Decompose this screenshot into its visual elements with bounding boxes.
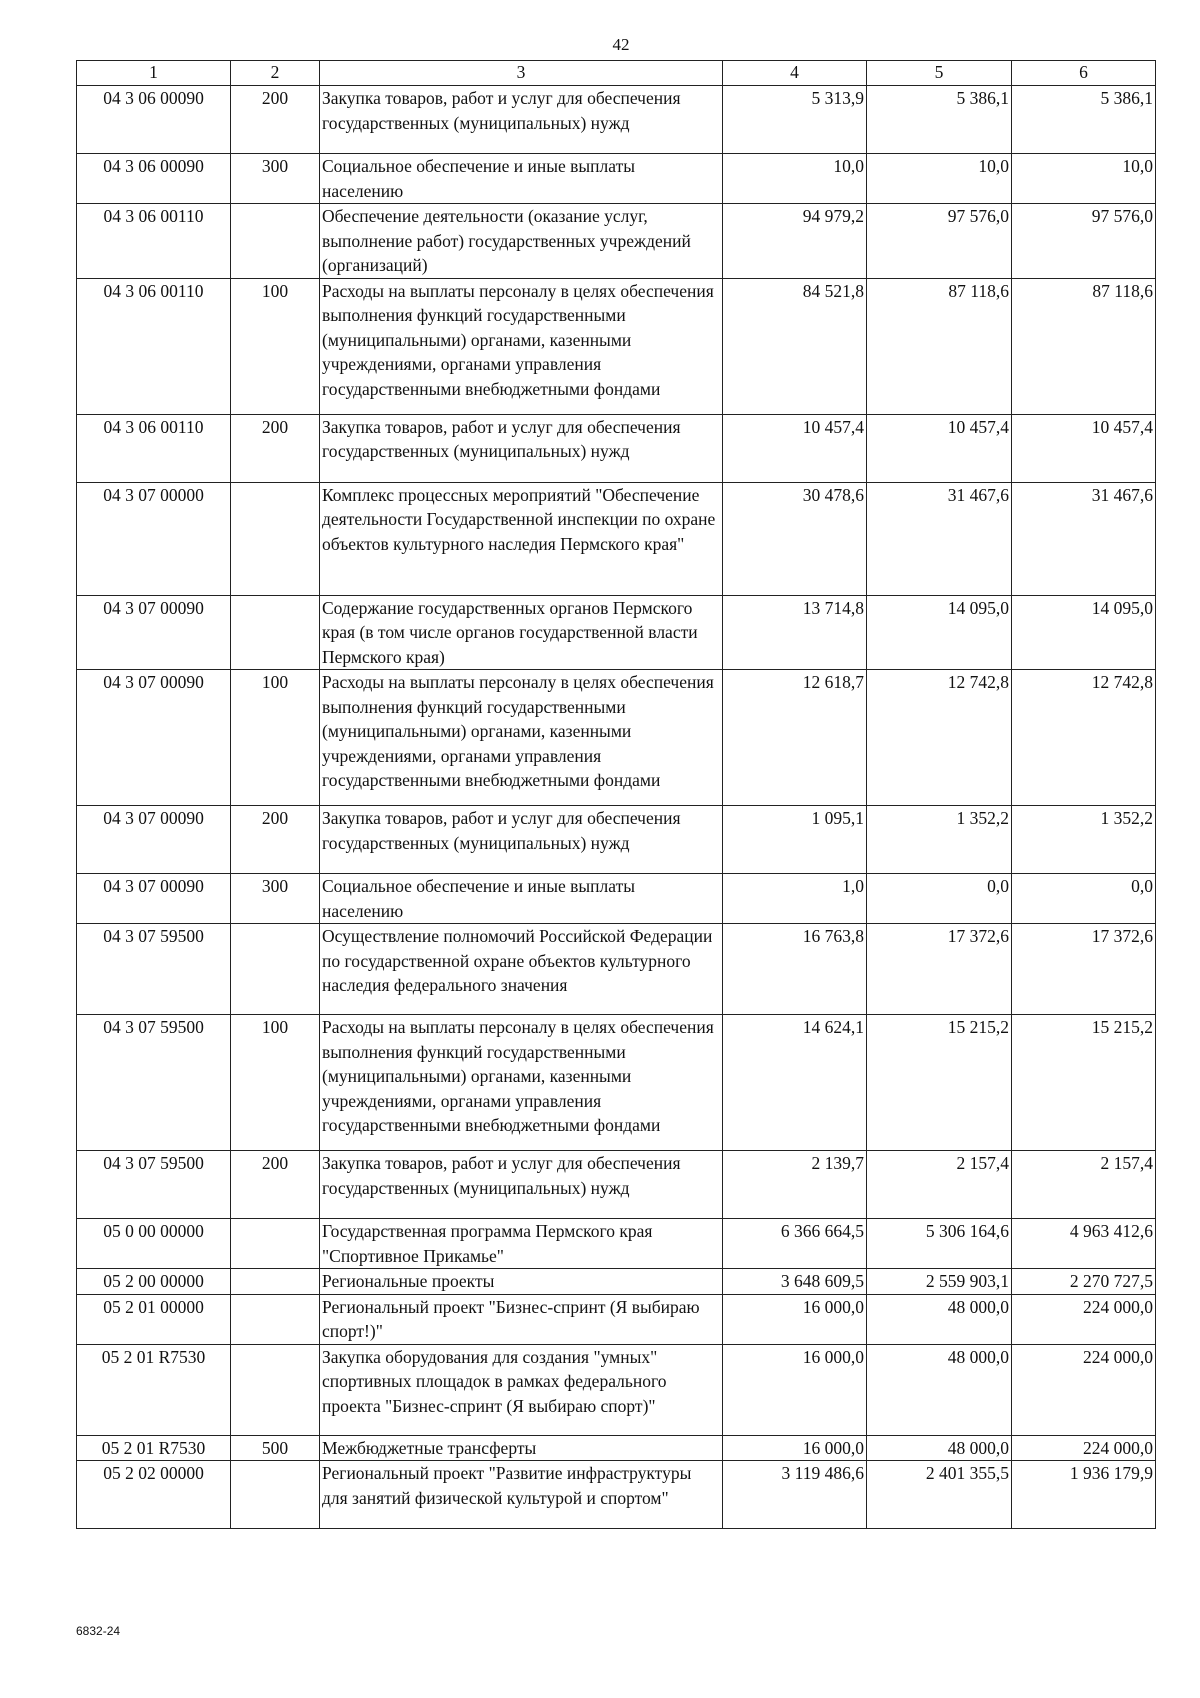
budget-code-cell: 05 0 00 00000 xyxy=(77,1219,231,1269)
amount-year2-cell: 48 000,0 xyxy=(867,1344,1012,1435)
table-row xyxy=(77,806,1156,874)
amount-year1-cell: 16 000,0 xyxy=(723,1294,867,1344)
amount-year3-cell: 224 000,0 xyxy=(1012,1294,1156,1344)
amount-year2-cell: 48 000,0 xyxy=(867,1294,1012,1344)
budget-code-cell: 04 3 07 59500 xyxy=(77,1151,231,1219)
amount-year1-cell: 13 714,8 xyxy=(723,595,867,670)
budget-code-cell: 04 3 07 00090 xyxy=(77,874,231,924)
item-name-cell: Закупка товаров, работ и услуг для обеспечения государственных (муниципальных) нужд xyxy=(320,414,723,482)
item-name-cell: Расходы на выплаты персоналу в целях обеспечения выполнения функций государственными (муниципальными) органами, казенными учреждениями, органами управления государственными внебюджетными фондами xyxy=(320,670,723,806)
expense-type-cell: 200 xyxy=(231,1151,320,1219)
budget-code-cell: 05 2 01 00000 xyxy=(77,1294,231,1344)
expense-type-cell xyxy=(231,482,320,595)
amount-year1-cell: 94 979,2 xyxy=(723,204,867,279)
column-header: 4 xyxy=(723,61,867,86)
budget-code-cell: 04 3 06 00090 xyxy=(77,86,231,154)
amount-year1-cell: 16 000,0 xyxy=(723,1344,867,1435)
expense-type-cell: 300 xyxy=(231,874,320,924)
item-name-cell: Расходы на выплаты персоналу в целях обеспечения выполнения функций государственными (муниципальными) органами, казенными учреждениями, органами управления государственными внебюджетными фондами xyxy=(320,1015,723,1151)
amount-year3-cell: 2 157,4 xyxy=(1012,1151,1156,1219)
amount-year1-cell: 16 763,8 xyxy=(723,924,867,1015)
column-header: 3 xyxy=(320,61,723,86)
amount-year3-cell: 10,0 xyxy=(1012,154,1156,204)
column-header: 6 xyxy=(1012,61,1156,86)
amount-year1-cell: 3 648 609,5 xyxy=(723,1269,867,1295)
amount-year3-cell: 224 000,0 xyxy=(1012,1435,1156,1461)
expense-type-cell: 200 xyxy=(231,806,320,874)
amount-year2-cell: 2 157,4 xyxy=(867,1151,1012,1219)
amount-year1-cell: 2 139,7 xyxy=(723,1151,867,1219)
budget-code-cell: 04 3 07 00090 xyxy=(77,670,231,806)
expense-type-cell: 300 xyxy=(231,154,320,204)
expense-type-cell xyxy=(231,924,320,1015)
amount-year1-cell: 30 478,6 xyxy=(723,482,867,595)
amount-year2-cell: 10 457,4 xyxy=(867,414,1012,482)
table-row xyxy=(77,874,1156,924)
amount-year1-cell: 10,0 xyxy=(723,154,867,204)
budget-code-cell: 04 3 07 59500 xyxy=(77,924,231,1015)
budget-code-cell: 04 3 06 00110 xyxy=(77,204,231,279)
amount-year1-cell: 3 119 486,6 xyxy=(723,1461,867,1529)
amount-year3-cell: 1 936 179,9 xyxy=(1012,1461,1156,1529)
budget-code-cell: 04 3 06 00090 xyxy=(77,154,231,204)
table-row xyxy=(77,1294,1156,1344)
table-row xyxy=(77,670,1156,806)
table-row xyxy=(77,1435,1156,1461)
amount-year3-cell: 87 118,6 xyxy=(1012,278,1156,414)
document-code: 6832-24 xyxy=(76,1624,121,1638)
header-row xyxy=(77,61,1156,86)
amount-year1-cell: 12 618,7 xyxy=(723,670,867,806)
item-name-cell: Содержание государственных органов Пермского края (в том числе органов государственной власти Пермского края) xyxy=(320,595,723,670)
table-row xyxy=(77,1344,1156,1435)
budget-code-cell: 04 3 07 00090 xyxy=(77,595,231,670)
amount-year1-cell: 10 457,4 xyxy=(723,414,867,482)
expense-type-cell: 500 xyxy=(231,1435,320,1461)
budget-code-cell: 04 3 07 59500 xyxy=(77,1015,231,1151)
expense-type-cell: 200 xyxy=(231,414,320,482)
budget-code-cell: 05 2 02 00000 xyxy=(77,1461,231,1529)
amount-year3-cell: 5 386,1 xyxy=(1012,86,1156,154)
amount-year3-cell: 224 000,0 xyxy=(1012,1344,1156,1435)
expense-type-cell: 200 xyxy=(231,86,320,154)
table-row xyxy=(77,154,1156,204)
amount-year3-cell: 97 576,0 xyxy=(1012,204,1156,279)
item-name-cell: Государственная программа Пермского края "Спортивное Прикамье" xyxy=(320,1219,723,1269)
expense-type-cell xyxy=(231,1269,320,1295)
item-name-cell: Региональный проект "Бизнес-спринт (Я выбираю спорт!)" xyxy=(320,1294,723,1344)
amount-year1-cell: 6 366 664,5 xyxy=(723,1219,867,1269)
table-row xyxy=(77,1015,1156,1151)
item-name-cell: Осуществление полномочий Российской Федерации по государственной охране объектов культурного наследия федерального значения xyxy=(320,924,723,1015)
amount-year3-cell: 0,0 xyxy=(1012,874,1156,924)
amount-year3-cell: 14 095,0 xyxy=(1012,595,1156,670)
amount-year2-cell: 97 576,0 xyxy=(867,204,1012,279)
amount-year2-cell: 5 386,1 xyxy=(867,86,1012,154)
expense-type-cell xyxy=(231,1294,320,1344)
budget-code-cell: 04 3 06 00110 xyxy=(77,278,231,414)
table-row xyxy=(77,204,1156,279)
amount-year2-cell: 14 095,0 xyxy=(867,595,1012,670)
amount-year1-cell: 5 313,9 xyxy=(723,86,867,154)
table-row xyxy=(77,924,1156,1015)
amount-year2-cell: 1 352,2 xyxy=(867,806,1012,874)
item-name-cell: Обеспечение деятельности (оказание услуг, выполнение работ) государственных учреждений (организаций) xyxy=(320,204,723,279)
table-row xyxy=(77,595,1156,670)
budget-code-cell: 04 3 07 00000 xyxy=(77,482,231,595)
amount-year3-cell: 15 215,2 xyxy=(1012,1015,1156,1151)
expense-type-cell xyxy=(231,1219,320,1269)
item-name-cell: Расходы на выплаты персоналу в целях обеспечения выполнения функций государственными (муниципальными) органами, казенными учреждениями, органами управления государственными внебюджетными фондами xyxy=(320,278,723,414)
amount-year3-cell: 4 963 412,6 xyxy=(1012,1219,1156,1269)
expense-type-cell: 100 xyxy=(231,278,320,414)
expense-type-cell: 100 xyxy=(231,670,320,806)
column-header: 1 xyxy=(77,61,231,86)
item-name-cell: Закупка товаров, работ и услуг для обеспечения государственных (муниципальных) нужд xyxy=(320,86,723,154)
budget-code-cell: 04 3 06 00110 xyxy=(77,414,231,482)
budget-code-cell: 05 2 00 00000 xyxy=(77,1269,231,1295)
budget-code-cell: 05 2 01 R7530 xyxy=(77,1435,231,1461)
amount-year2-cell: 87 118,6 xyxy=(867,278,1012,414)
table-row xyxy=(77,278,1156,414)
amount-year3-cell: 10 457,4 xyxy=(1012,414,1156,482)
amount-year2-cell: 48 000,0 xyxy=(867,1435,1012,1461)
amount-year2-cell: 10,0 xyxy=(867,154,1012,204)
amount-year3-cell: 12 742,8 xyxy=(1012,670,1156,806)
item-name-cell: Социальное обеспечение и иные выплаты населению xyxy=(320,154,723,204)
item-name-cell: Закупка товаров, работ и услуг для обеспечения государственных (муниципальных) нужд xyxy=(320,1151,723,1219)
item-name-cell: Межбюджетные трансферты xyxy=(320,1435,723,1461)
amount-year2-cell: 2 559 903,1 xyxy=(867,1269,1012,1295)
item-name-cell: Региональный проект "Развитие инфраструктуры для занятий физической культурой и спортом" xyxy=(320,1461,723,1529)
amount-year1-cell: 84 521,8 xyxy=(723,278,867,414)
expense-type-cell xyxy=(231,1461,320,1529)
page-number: 42 xyxy=(612,35,630,54)
amount-year2-cell: 17 372,6 xyxy=(867,924,1012,1015)
amount-year3-cell: 2 270 727,5 xyxy=(1012,1269,1156,1295)
amount-year3-cell: 31 467,6 xyxy=(1012,482,1156,595)
amount-year2-cell: 15 215,2 xyxy=(867,1015,1012,1151)
budget-table xyxy=(76,60,1156,1529)
expense-type-cell: 100 xyxy=(231,1015,320,1151)
table-row xyxy=(77,1269,1156,1295)
item-name-cell: Региональные проекты xyxy=(320,1269,723,1295)
table-row xyxy=(77,86,1156,154)
table-row xyxy=(77,1151,1156,1219)
table-row xyxy=(77,482,1156,595)
item-name-cell: Комплекс процессных мероприятий "Обеспечение деятельности Государственной инспекции по охране объектов культурного наследия Пермского края" xyxy=(320,482,723,595)
expense-type-cell xyxy=(231,1344,320,1435)
amount-year2-cell: 31 467,6 xyxy=(867,482,1012,595)
amount-year2-cell: 2 401 355,5 xyxy=(867,1461,1012,1529)
item-name-cell: Социальное обеспечение и иные выплаты населению xyxy=(320,874,723,924)
amount-year3-cell: 1 352,2 xyxy=(1012,806,1156,874)
column-header: 5 xyxy=(867,61,1012,86)
amount-year1-cell: 16 000,0 xyxy=(723,1435,867,1461)
item-name-cell: Закупка оборудования для создания "умных" спортивных площадок в рамках федерального проекта "Бизнес-спринт (Я выбираю спорт)" xyxy=(320,1344,723,1435)
table-row xyxy=(77,414,1156,482)
expense-type-cell xyxy=(231,595,320,670)
amount-year2-cell: 0,0 xyxy=(867,874,1012,924)
item-name-cell: Закупка товаров, работ и услуг для обеспечения государственных (муниципальных) нужд xyxy=(320,806,723,874)
amount-year1-cell: 1,0 xyxy=(723,874,867,924)
budget-code-cell: 05 2 01 R7530 xyxy=(77,1344,231,1435)
amount-year1-cell: 14 624,1 xyxy=(723,1015,867,1151)
amount-year1-cell: 1 095,1 xyxy=(723,806,867,874)
table-row xyxy=(77,1219,1156,1269)
table-row xyxy=(77,1461,1156,1529)
budget-code-cell: 04 3 07 00090 xyxy=(77,806,231,874)
amount-year2-cell: 5 306 164,6 xyxy=(867,1219,1012,1269)
amount-year3-cell: 17 372,6 xyxy=(1012,924,1156,1015)
amount-year2-cell: 12 742,8 xyxy=(867,670,1012,806)
column-header: 2 xyxy=(231,61,320,86)
expense-type-cell xyxy=(231,204,320,279)
